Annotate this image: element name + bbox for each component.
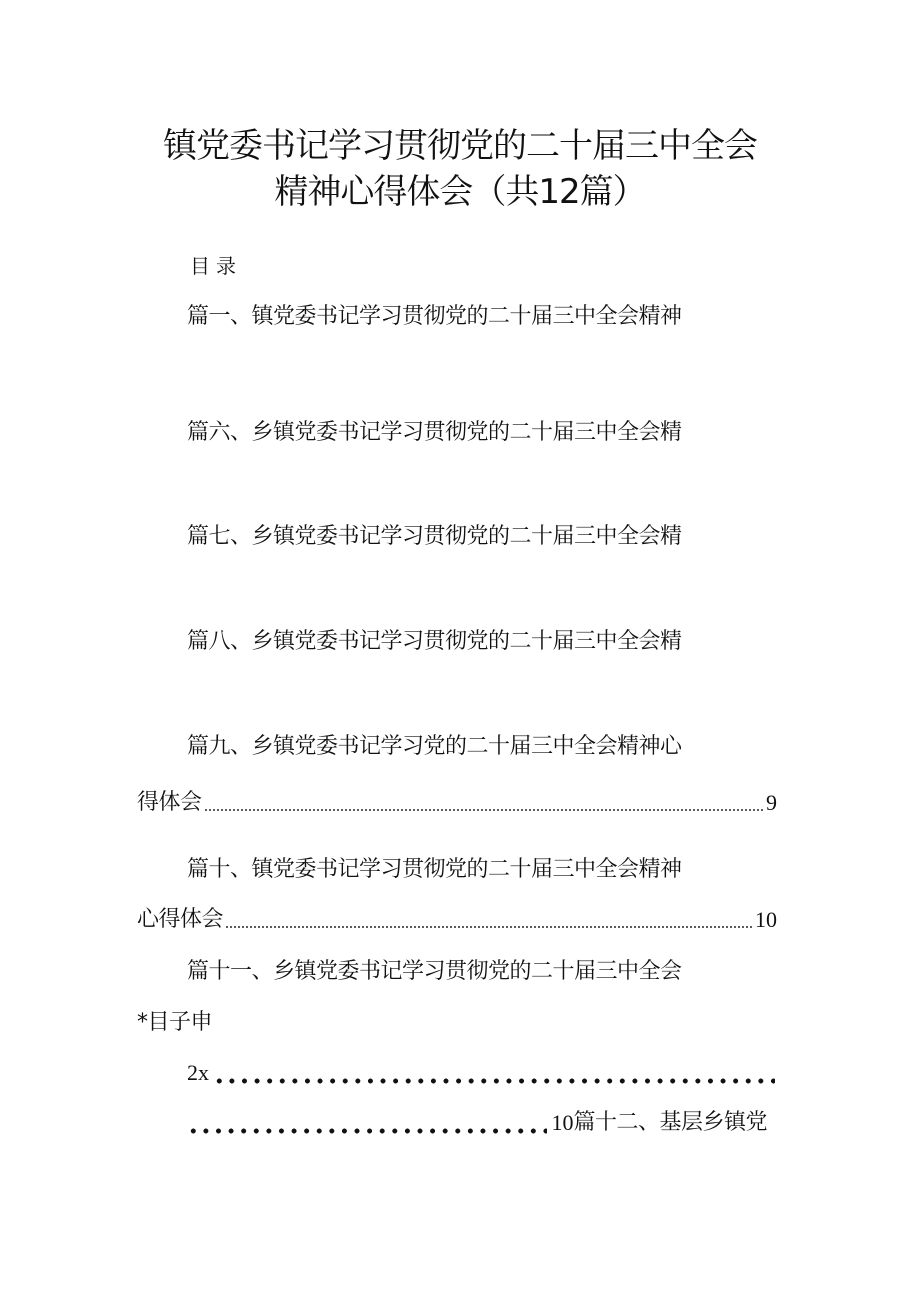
toc-entry-11-continuation: *目子申	[137, 1010, 213, 1035]
toc-entry-7[interactable]: 篇七、乡镇党委书记学习贯彻党的二十届三中全会精	[187, 524, 682, 549]
toc-entry-10-leader-line[interactable]	[137, 905, 777, 935]
toc-entry-1[interactable]: 篇一、镇党委书记学习贯彻党的二十届三中全会精神	[187, 304, 682, 329]
toc-entry-10-continuation: 心得体会	[137, 907, 224, 932]
toc-entry-11[interactable]: 篇十一、乡镇党委书记学习贯彻党的二十届三中全会	[187, 959, 682, 984]
toc-entry-11-leader-line-2[interactable]	[187, 1106, 767, 1138]
toc-entry-9-continuation: 得体会	[137, 790, 202, 815]
bold-dot-leader	[213, 1078, 775, 1084]
toc-entry-11-page-number: 10	[551, 1110, 574, 1135]
toc-entry-11-leader-line[interactable]	[187, 1058, 779, 1088]
toc-entry-10-page-number: 10	[755, 907, 777, 932]
toc-entry-10[interactable]: 篇十、镇党委书记学习贯彻党的二十届三中全会精神	[187, 857, 682, 882]
bold-dot-leader	[187, 1128, 547, 1134]
toc-heading: 目录	[190, 254, 242, 278]
toc-entry-9[interactable]: 篇九、乡镇党委书记学习党的二十届三中全会精神心	[187, 734, 682, 759]
leader-prefix: 2x	[187, 1060, 209, 1085]
toc-entry-9-leader-line[interactable]	[137, 788, 777, 818]
toc-entry-12[interactable]: 篇十二、基层乡镇党	[573, 1110, 767, 1135]
dot-leader	[225, 926, 753, 928]
document-title-line-2: 精神心得体会（共12篇）	[274, 172, 646, 212]
dot-leader	[204, 809, 764, 811]
document-title-line-1: 镇党委书记学习贯彻党的二十届三中全会	[163, 126, 757, 166]
toc-entry-9-page-number: 9	[766, 790, 777, 815]
toc-entry-6[interactable]: 篇六、乡镇党委书记学习贯彻党的二十届三中全会精	[187, 420, 682, 445]
toc-entry-8[interactable]: 篇八、乡镇党委书记学习贯彻党的二十届三中全会精	[187, 629, 682, 654]
